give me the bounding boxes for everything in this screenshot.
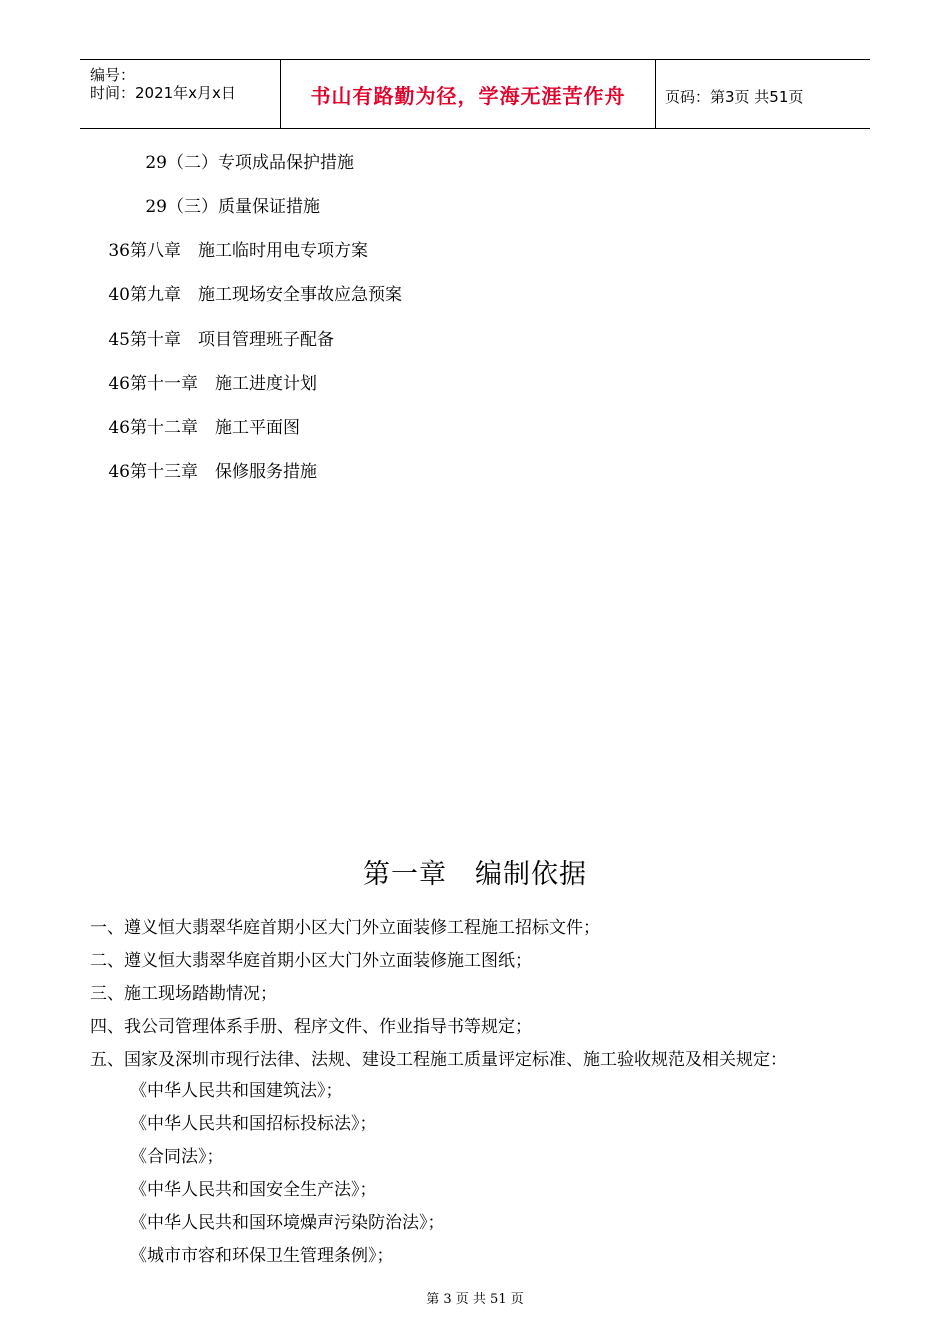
toc-entry-text: 第十三章 保修服务措施 bbox=[130, 459, 317, 485]
law-item: 《城市市容和环保卫生管理条例》； bbox=[130, 1246, 394, 1266]
toc-entry-page: 40 bbox=[108, 285, 130, 305]
law-item: 《中华人民共和国招标投标法》； bbox=[130, 1114, 377, 1134]
toc-entry-page: 36 bbox=[108, 241, 130, 261]
law-item: 《合同法》； bbox=[130, 1147, 224, 1167]
page-header bbox=[80, 59, 870, 129]
toc-entry-text: 第十二章 施工平面图 bbox=[130, 415, 300, 441]
page-footer bbox=[0, 1288, 950, 1307]
law-item: 《中华人民共和国环境燥声污染防治法》； bbox=[130, 1213, 445, 1233]
header-page-cell bbox=[655, 60, 870, 128]
law-item: 《中华人民共和国建筑法》； bbox=[130, 1081, 343, 1101]
toc-entry-text: （二）专项成品保护措施 bbox=[167, 150, 354, 176]
toc-entry-text: 第八章 施工临时用电专项方案 bbox=[130, 238, 368, 264]
motto: 书山有路勤为径，学海无涯苦作舟 bbox=[310, 84, 626, 108]
toc-entry-text: 第十章 项目管理班子配备 bbox=[130, 327, 334, 353]
basis-item: 五、国家及深圳市现行法律、法规、建设工程施工质量评定标准、施工验收规范及相关规定： bbox=[90, 1050, 787, 1070]
page-info: 页码：第3页 共51页 bbox=[665, 88, 804, 106]
footer-page-number: 第 3 页 共 51 页 bbox=[426, 1292, 524, 1307]
toc-entry-page: 46 bbox=[108, 462, 130, 482]
basis-item: 四、我公司管理体系手册、程序文件、作业指导书等规定； bbox=[90, 1017, 532, 1037]
toc-entry-text: （三）质量保证措施 bbox=[167, 194, 320, 220]
basis-item: 二、遵义恒大翡翠华庭首期小区大门外立面装修施工图纸； bbox=[90, 951, 532, 971]
toc-entry-page: 46 bbox=[108, 418, 130, 438]
header-motto-cell bbox=[280, 60, 656, 128]
toc-entry-text: 第十一章 施工进度计划 bbox=[130, 371, 317, 397]
time-label: 时间：2021年x月x日 bbox=[90, 84, 236, 102]
toc-entry-text: 第九章 施工现场安全事故应急预案 bbox=[130, 282, 402, 308]
chapter-title: 第一章 编制依据 bbox=[363, 859, 587, 890]
basis-item: 一、遵义恒大翡翠华庭首期小区大门外立面装修工程施工招标文件； bbox=[90, 918, 600, 938]
toc-entry-page: 29 bbox=[145, 197, 167, 217]
law-item: 《中华人民共和国安全生产法》； bbox=[130, 1180, 377, 1200]
header-meta bbox=[80, 60, 280, 128]
number-label: 编号： bbox=[90, 66, 136, 84]
toc-entry-page: 46 bbox=[108, 374, 130, 394]
toc-entry-page: 29 bbox=[145, 153, 167, 173]
basis-item: 三、施工现场踏勘情况； bbox=[90, 984, 277, 1004]
toc-entry-page: 45 bbox=[108, 330, 130, 350]
